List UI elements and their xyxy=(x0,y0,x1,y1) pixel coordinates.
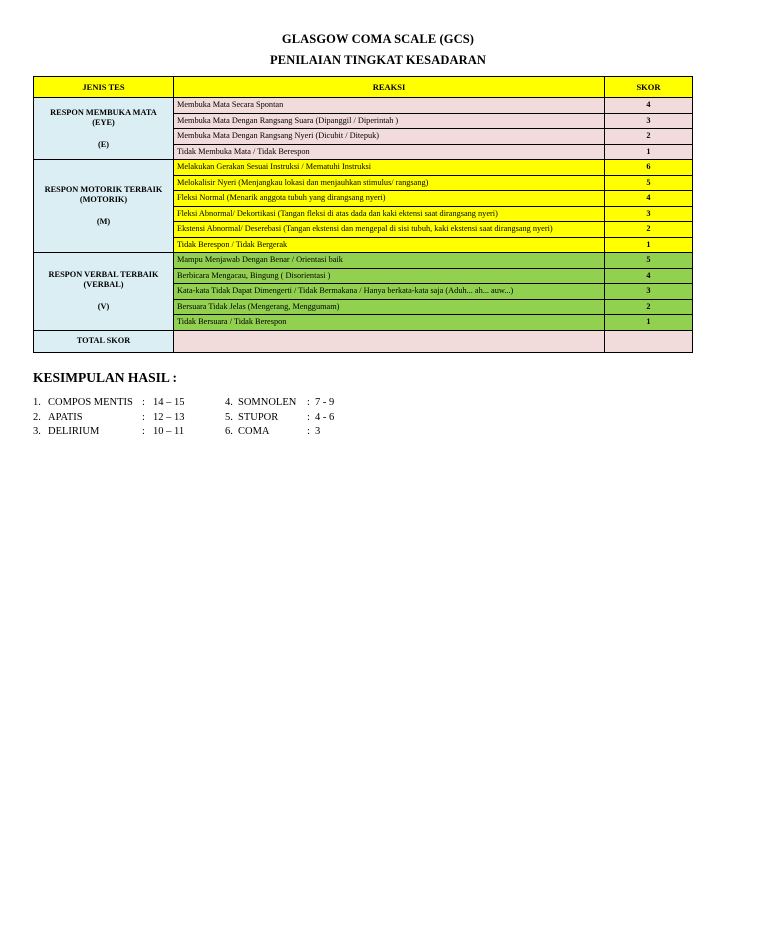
reaksi-cell: Tidak Berespon / Tidak Bergerak xyxy=(174,237,605,253)
category-code: (E) xyxy=(97,139,110,149)
table-row xyxy=(34,253,693,269)
skor-cell: 3 xyxy=(605,206,693,222)
skor-cell: 4 xyxy=(605,268,693,284)
kesimpulan-num: 1. xyxy=(33,397,41,408)
skor-cell: 1 xyxy=(605,237,693,253)
header-skor: SKOR xyxy=(605,77,693,98)
reaksi-cell: Mampu Menjawab Dengan Benar / Orientasi baik xyxy=(174,253,605,269)
category-name: RESPON MOTORIK TERBAIK xyxy=(44,185,163,194)
kesimpulan-range: 14 – 15 xyxy=(153,397,185,408)
total-skor-cell xyxy=(605,330,693,352)
skor-cell: 2 xyxy=(605,129,693,145)
category-code: (M) xyxy=(96,217,111,226)
skor-cell: 4 xyxy=(605,191,693,207)
kesimpulan-num: 2. xyxy=(33,411,41,423)
total-row xyxy=(34,330,693,352)
kesimpulan-name: STUPOR xyxy=(238,411,279,423)
category-sub: (VERBAL) xyxy=(83,280,124,290)
kesimpulan-num: 3. xyxy=(33,426,41,437)
total-skor-label: TOTAL SKOR xyxy=(34,330,174,352)
document-subtitle: PENILAIAN TINGKAT KESADARAN xyxy=(270,53,486,67)
category-code: (V) xyxy=(97,302,110,312)
kesimpulan-num: 5. xyxy=(225,411,233,423)
kesimpulan-title: KESIMPULAN HASIL : xyxy=(33,370,178,385)
skor-cell: 1 xyxy=(605,144,693,160)
kesimpulan-name: SOMNOLEN xyxy=(238,397,297,408)
reaksi-cell: Membuka Mata Dengan Rangsang Suara (Dipanggil / Diperintah ) xyxy=(174,113,605,129)
category-name: RESPON MEMBUKA MATA xyxy=(50,107,157,117)
skor-cell: 2 xyxy=(605,222,693,238)
gcs-table xyxy=(33,76,693,353)
skor-cell: 1 xyxy=(605,315,693,331)
kesimpulan-sep: : xyxy=(142,397,145,408)
category-verbal xyxy=(34,253,174,331)
skor-cell: 4 xyxy=(605,98,693,114)
kesimpulan-name: COMPOS MENTIS xyxy=(48,397,133,408)
reaksi-cell: Membuka Mata Dengan Rangsang Nyeri (Dicubit / Ditepuk) xyxy=(174,129,605,145)
kesimpulan-name: COMA xyxy=(238,426,270,437)
skor-cell: 5 xyxy=(605,175,693,191)
skor-cell: 6 xyxy=(605,160,693,176)
reaksi-cell: Tidak Membuka Mata / Tidak Berespon xyxy=(174,144,605,160)
reaksi-cell: Fleksi Abnormal/ Dekortikasi (Tangan fleksi di atas dada dan kaki ektensi saat dirangsang nyeri) xyxy=(174,206,605,222)
skor-cell: 2 xyxy=(605,299,693,315)
kesimpulan-range: 12 – 13 xyxy=(153,411,185,423)
reaksi-cell: Fleksi Normal (Menarik anggota tubuh yang dirangsang nyeri) xyxy=(174,191,605,207)
reaksi-cell: Bersuara Tidak Jelas (Mengerang, Menggumam) xyxy=(174,299,605,315)
skor-cell: 5 xyxy=(605,253,693,269)
kesimpulan-name: DELIRIUM xyxy=(48,426,100,437)
kesimpulan-sep: : xyxy=(142,426,145,437)
kesimpulan-range: 7 - 9 xyxy=(315,397,335,408)
kesimpulan-range: 3 xyxy=(315,426,321,437)
kesimpulan-sep: : xyxy=(307,411,310,423)
reaksi-cell: Tidak Bersuara / Tidak Berespon xyxy=(174,315,605,331)
table-header-row xyxy=(34,77,693,98)
category-eye xyxy=(34,98,174,160)
category-sub: (EYE) xyxy=(92,117,115,127)
reaksi-cell: Melakukan Gerakan Sesuai Instruksi / Mematuhi Instruksi xyxy=(174,160,605,176)
kesimpulan-name: APATIS xyxy=(48,411,83,423)
skor-cell: 3 xyxy=(605,113,693,129)
table-row xyxy=(34,98,693,114)
reaksi-cell: Ekstensi Abnormal/ Deserebasi (Tangan ekstensi dan mengepal di sisi tubuh, kaki ekstensi saat dirangsang nyeri) xyxy=(174,222,605,238)
table-row xyxy=(34,160,693,176)
kesimpulan-range: 10 – 11 xyxy=(153,426,185,437)
header-reaksi: REAKSI xyxy=(174,77,605,98)
kesimpulan-sep: : xyxy=(142,411,145,423)
kesimpulan-num: 6. xyxy=(225,426,233,437)
kesimpulan-num: 4. xyxy=(225,397,233,408)
document-title: GLASGOW COMA SCALE (GCS) xyxy=(281,32,475,46)
category-name: RESPON VERBAL TERBAIK xyxy=(48,270,159,280)
category-sub: (MOTORIK) xyxy=(79,195,128,204)
header-jenis-tes: JENIS TES xyxy=(34,77,174,98)
category-motorik xyxy=(34,160,174,253)
kesimpulan-sep: : xyxy=(307,426,310,437)
kesimpulan-range: 4 - 6 xyxy=(315,411,335,423)
skor-cell: 3 xyxy=(605,284,693,300)
total-reaksi-cell xyxy=(174,330,605,352)
reaksi-cell: Kata-kata Tidak Dapat Dimengerti / Tidak Bermakana / Hanya berkata-kata saja (Aduh... ah... auw...) xyxy=(174,284,605,300)
reaksi-cell: Membuka Mata Secara Spontan xyxy=(174,98,605,114)
kesimpulan-sep: : xyxy=(307,397,310,408)
reaksi-cell: Melokalisir Nyeri (Menjangkau lokasi dan menjauhkan stimulus/ rangsang) xyxy=(174,175,605,191)
reaksi-cell: Berbicara Mengacau, Bingung ( Disorientasi ) xyxy=(174,268,605,284)
